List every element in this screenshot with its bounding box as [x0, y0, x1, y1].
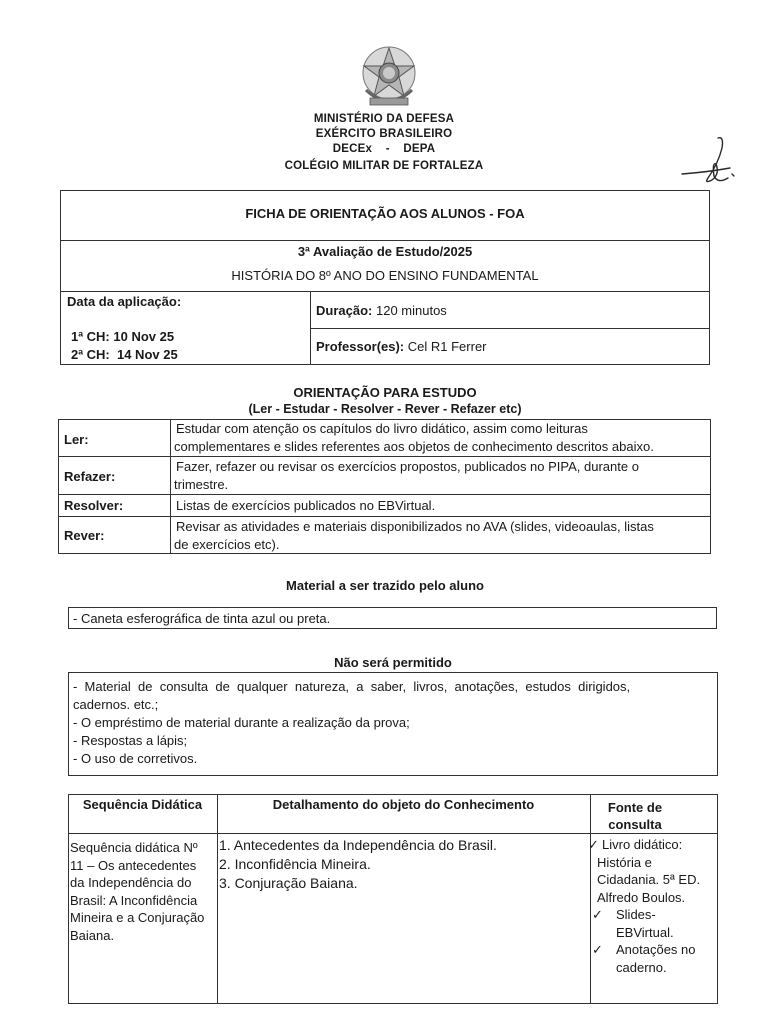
not-allowed-line: - O uso de corretivos. [73, 751, 198, 766]
study-row-line: trimestre. [174, 477, 229, 492]
study-row-text-refazer [174, 458, 639, 494]
seq-line: da Independência do [70, 875, 192, 890]
study-row-line: Listas de exercícios publicados no EBVirtual. [176, 498, 436, 513]
source-slides [588, 906, 716, 924]
study-row-text-resolver [176, 497, 435, 515]
study-row-line: Estudar com atenção os capítulos do livro didático, assim como leituras [176, 421, 588, 436]
seq-line: Sequência didática Nº [70, 840, 198, 855]
not-allowed-line: - Respostas a lápis; [73, 733, 188, 748]
study-row-label-refazer: Refazer: [64, 469, 116, 484]
material-title: Material a ser trazido pelo aluno [286, 578, 484, 593]
checkmark-icon: ✓ [592, 942, 603, 957]
checkmark-icon: ✓ [592, 907, 603, 922]
study-row-line: Revisar as atividades e materiais disponibilizados no AVA (slides, videoaulas, listas [176, 519, 654, 534]
study-row-line: Fazer, refazer ou revisar os exercícios propostos, publicados no PIPA, durante o [176, 459, 639, 474]
source-line: Anotações no [616, 942, 696, 957]
study-row-label-ler: Ler: [64, 432, 89, 447]
department-heading: DECEx - DEPA [332, 143, 436, 155]
application-date-ch2: 2ª CH: 14 Nov 25 [71, 347, 178, 362]
study-row-line: complementares e slides referentes aos objetos de conhecimento descritos abaixo. [174, 439, 654, 454]
source-line: Slides- [616, 907, 656, 922]
duration-value: 120 minutos [375, 303, 447, 318]
not-allowed-title: Não será permitido [334, 655, 452, 670]
detail-item: 1. Antecedentes da Independência do Brasil. [219, 837, 497, 853]
not-allowed-list [73, 678, 713, 768]
seq-line: Brasil: A Inconfidência [70, 892, 198, 908]
study-title: ORIENTAÇÃO PARA ESTUDO [293, 385, 477, 400]
source-line: Alfredo Boulos. [597, 889, 686, 905]
application-date-ch1: 1ª CH: 10 Nov 25 [71, 329, 175, 344]
coat-of-arms-emblem [356, 42, 422, 110]
seq-line: 11 – Os antecedentes [70, 857, 197, 873]
form-title: FICHA DE ORIENTAÇÃO AOS ALUNOS - FOA [245, 206, 525, 221]
detail-item: 3. Conjuração Baiana. [219, 875, 358, 891]
seq-line: Mineira e a Conjuração [70, 910, 205, 925]
exam-title: 3ª Avaliação de Estudo/2025 [297, 244, 473, 259]
header-source-line: consulta [608, 817, 662, 832]
source-cell [588, 836, 716, 976]
source-livro [588, 836, 716, 854]
source-line: Cidadania. 5ª ED. [597, 872, 701, 887]
study-row-text-rever [174, 518, 654, 554]
professor-field [316, 339, 487, 354]
seq-line: Baiana. [70, 927, 115, 943]
source-anotacoes [588, 941, 716, 959]
not-allowed-line: - O empréstimo de material durante a realização da prova; [73, 715, 410, 730]
detail-cell [219, 836, 497, 893]
header-source-line: Fonte de [607, 800, 663, 815]
header-fonte-consulta [590, 799, 680, 833]
duration-label: Duração: [316, 303, 373, 318]
handwritten-signature [678, 134, 740, 190]
source-line: Livro didático: [602, 837, 683, 852]
duration-field [316, 303, 447, 318]
exam-subject: HISTÓRIA DO 8º ANO DO ENSINO FUNDAMENTAL [231, 268, 539, 283]
source-line: EBVirtual. [616, 924, 674, 940]
not-allowed-line: - Material de consulta de qualquer natureza, a saber, livros, anotações, estudos dirigidos, [73, 679, 631, 694]
study-row-label-resolver: Resolver: [64, 498, 124, 513]
source-line: História e [597, 854, 652, 870]
not-allowed-line: cadernos. etc.; [73, 697, 159, 712]
study-row-label-rever: Rever: [64, 528, 105, 543]
study-row-text-ler [174, 420, 654, 456]
army-heading: EXÉRCITO BRASILEIRO [315, 128, 453, 140]
ministry-heading: MINISTÉRIO DA DEFESA [313, 113, 455, 125]
study-row-line: de exercícios etc). [174, 537, 280, 552]
school-heading: COLÉGIO MILITAR DE FORTALEZA [284, 160, 484, 172]
detail-item: 2. Inconfidência Mineira. [219, 856, 371, 872]
professor-value: Cel R1 Ferrer [407, 339, 487, 354]
seq-didatica-cell [70, 839, 220, 944]
professor-label: Professor(es): [316, 339, 405, 354]
checkmark-icon: ✓ [588, 837, 599, 852]
source-line: caderno. [616, 959, 667, 975]
header-detalhamento: Detalhamento do objeto do Conhecimento [272, 797, 535, 812]
application-date-label: Data da aplicação: [67, 294, 182, 309]
material-item: - Caneta esferográfica de tinta azul ou preta. [73, 611, 331, 626]
study-subtitle: (Ler - Estudar - Resolver - Rever - Refazer etc) [248, 402, 522, 416]
header-seq-didatica: Sequência Didática [82, 797, 203, 812]
